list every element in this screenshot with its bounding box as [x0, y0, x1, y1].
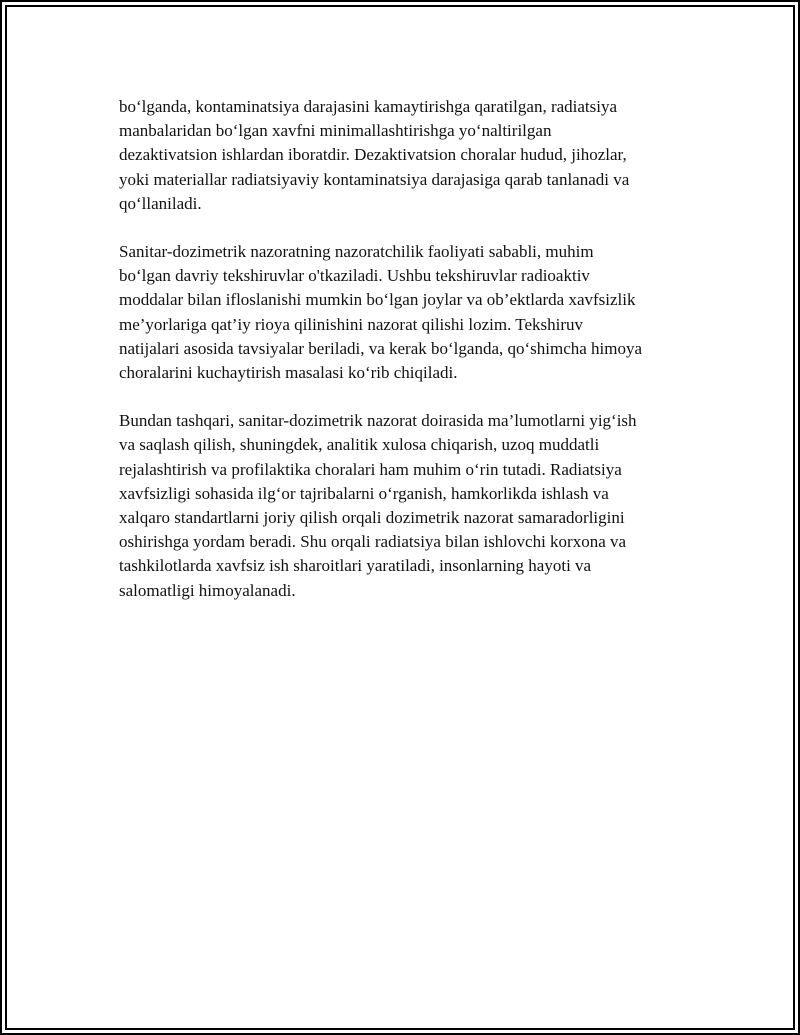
- text-line: tashkilotlarda xavfsiz ish sharoitlari yaratiladi, insonlarning hayoti va: [119, 556, 592, 576]
- text-line: oshirishga yordam beradi. Shu orqali radiatsiya bilan ishlovchi korxona va: [119, 532, 627, 552]
- text-line: Bundan tashqari, sanitar-dozimetrik nazorat doirasida ma’lumotlarni yig‘ish: [119, 411, 637, 431]
- paragraph-3: [119, 409, 699, 603]
- text-line: xalqaro standartlarni joriy qilish orqali dozimetrik nazorat samaradorligini: [119, 508, 625, 528]
- text-line: rejalashtirish va profilaktika choralari ham muhim o‘rin tutadi. Radiatsiya: [119, 459, 622, 479]
- text-line: salomatligi himoyalanadi.: [119, 580, 296, 600]
- text-line: yoki materiallar radiatsiyaviy kontaminatsiya darajasiga qarab tanlanadi va: [119, 169, 630, 189]
- text-line: va saqlash qilish, shuningdek, analitik xulosa chiqarish, uzoq muddatli: [119, 435, 600, 455]
- text-line: choralarini kuchaytirish masalasi ko‘rib chiqiladi.: [119, 363, 458, 383]
- text-line: me’yorlariga qat’iy rioya qilinishini nazorat qilishi lozim. Tekshiruv: [119, 314, 584, 334]
- paragraph-2: [119, 240, 699, 385]
- paragraph-1: [119, 95, 699, 216]
- text-line: moddalar bilan ifloslanishi mumkin bo‘lgan joylar va ob’ektlarda xavfsizlik: [119, 290, 636, 310]
- text-line: dezaktivatsion ishlardan iboratdir. Dezaktivatsion choralar hudud, jihozlar,: [119, 145, 627, 165]
- text-line: qo‘llaniladi.: [119, 193, 202, 213]
- text-line: Sanitar-dozimetrik nazoratning nazoratchilik faoliyati sababli, muhim: [119, 242, 594, 262]
- text-line: natijalari asosida tavsiyalar beriladi, va kerak bo‘lganda, qo‘shimcha himoya: [119, 338, 643, 358]
- text-line: bo‘lganda, kontaminatsiya darajasini kamaytirishga qaratilgan, radiatsiya: [119, 97, 618, 116]
- text-line: bo‘lgan davriy tekshiruvlar o'tkaziladi. Ushbu tekshiruvlar radioaktiv: [119, 266, 590, 286]
- document-body: [119, 95, 699, 627]
- text-line: xavfsizligi sohasida ilg‘or tajribalarni o‘rganish, hamkorlikda ishlash va: [119, 483, 609, 503]
- text-line: manbalaridan bo‘lgan xavfni minimallashtirishga yo‘naltirilgan: [119, 121, 552, 141]
